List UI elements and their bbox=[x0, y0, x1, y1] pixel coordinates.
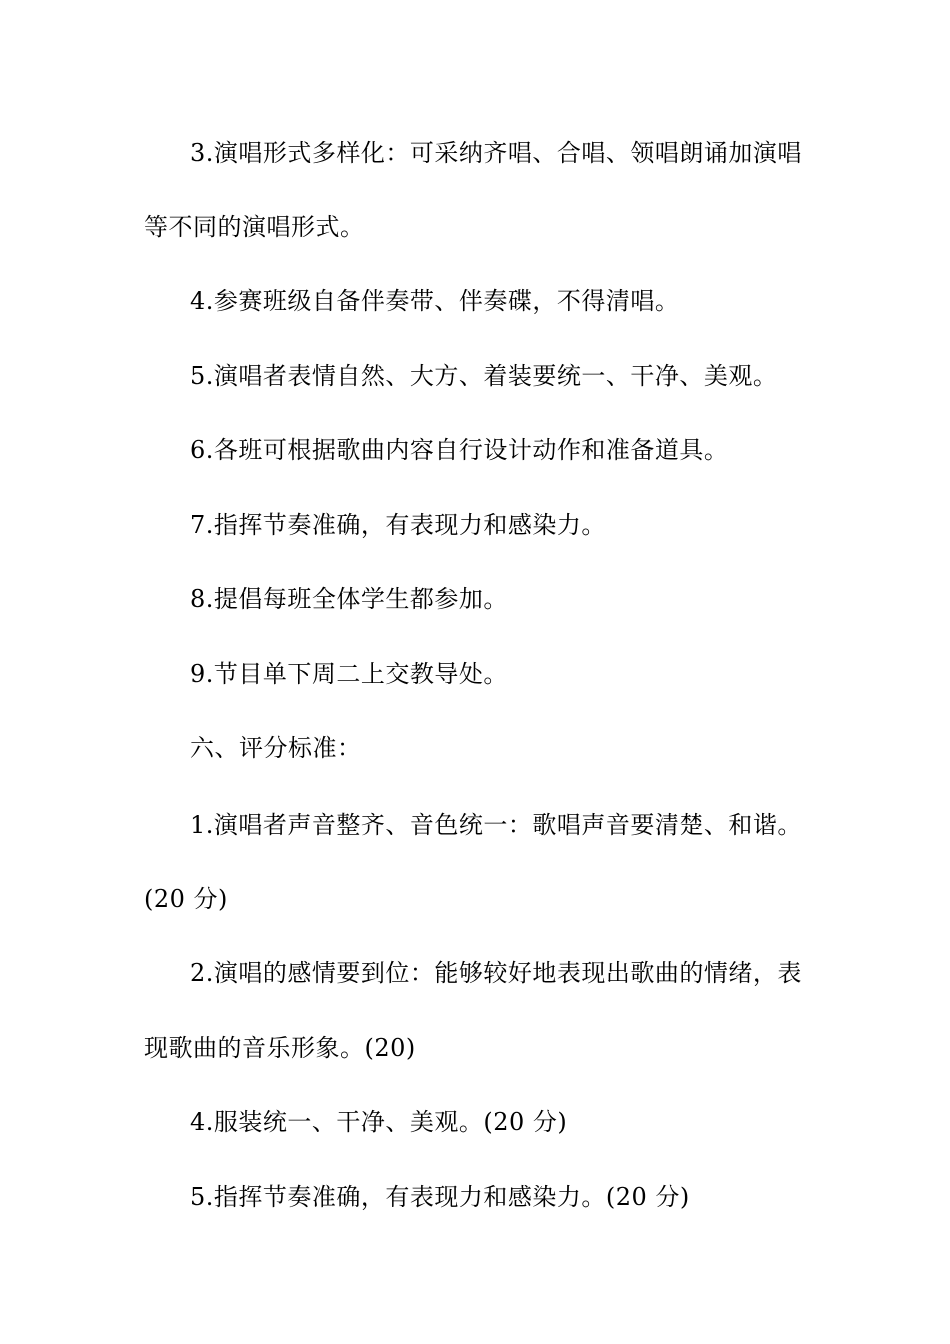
paragraph-item-5: 5.演唱者表情自然、大方、着装要统一、干净、美观。 bbox=[190, 362, 778, 390]
scoring-item-1: 1.演唱者声音整齐、音色统一：歌唱声音要清楚、和谐。 bbox=[190, 811, 802, 839]
paragraph-item-7: 7.指挥节奏准确，有表现力和感染力。 bbox=[190, 511, 606, 539]
scoring-item-1-continued: (20 分) bbox=[144, 885, 228, 913]
paragraph-item-6: 6.各班可根据歌曲内容自行设计动作和准备道具。 bbox=[190, 436, 729, 464]
paragraph-item-3: 3.演唱形式多样化：可采纳齐唱、合唱、领唱朗诵加演唱 bbox=[190, 139, 802, 167]
paragraph-item-9: 9.节目单下周二上交教导处。 bbox=[190, 660, 508, 688]
scoring-item-5: 5.指挥节奏准确，有表现力和感染力。(20 分) bbox=[190, 1183, 690, 1211]
paragraph-item-8: 8.提倡每班全体学生都参加。 bbox=[190, 585, 508, 613]
scoring-item-2-continued: 现歌曲的音乐形象。(20) bbox=[144, 1034, 416, 1062]
scoring-item-4: 4.服装统一、干净、美观。(20 分) bbox=[190, 1108, 568, 1136]
paragraph-item-3-continued: 等不同的演唱形式。 bbox=[144, 213, 365, 241]
paragraph-item-4: 4.参赛班级自备伴奏带、伴奏碟，不得清唱。 bbox=[190, 287, 680, 315]
scoring-item-2: 2.演唱的感情要到位：能够较好地表现出歌曲的情绪，表 bbox=[190, 959, 802, 987]
section-heading-scoring: 六、评分标准： bbox=[190, 734, 362, 762]
